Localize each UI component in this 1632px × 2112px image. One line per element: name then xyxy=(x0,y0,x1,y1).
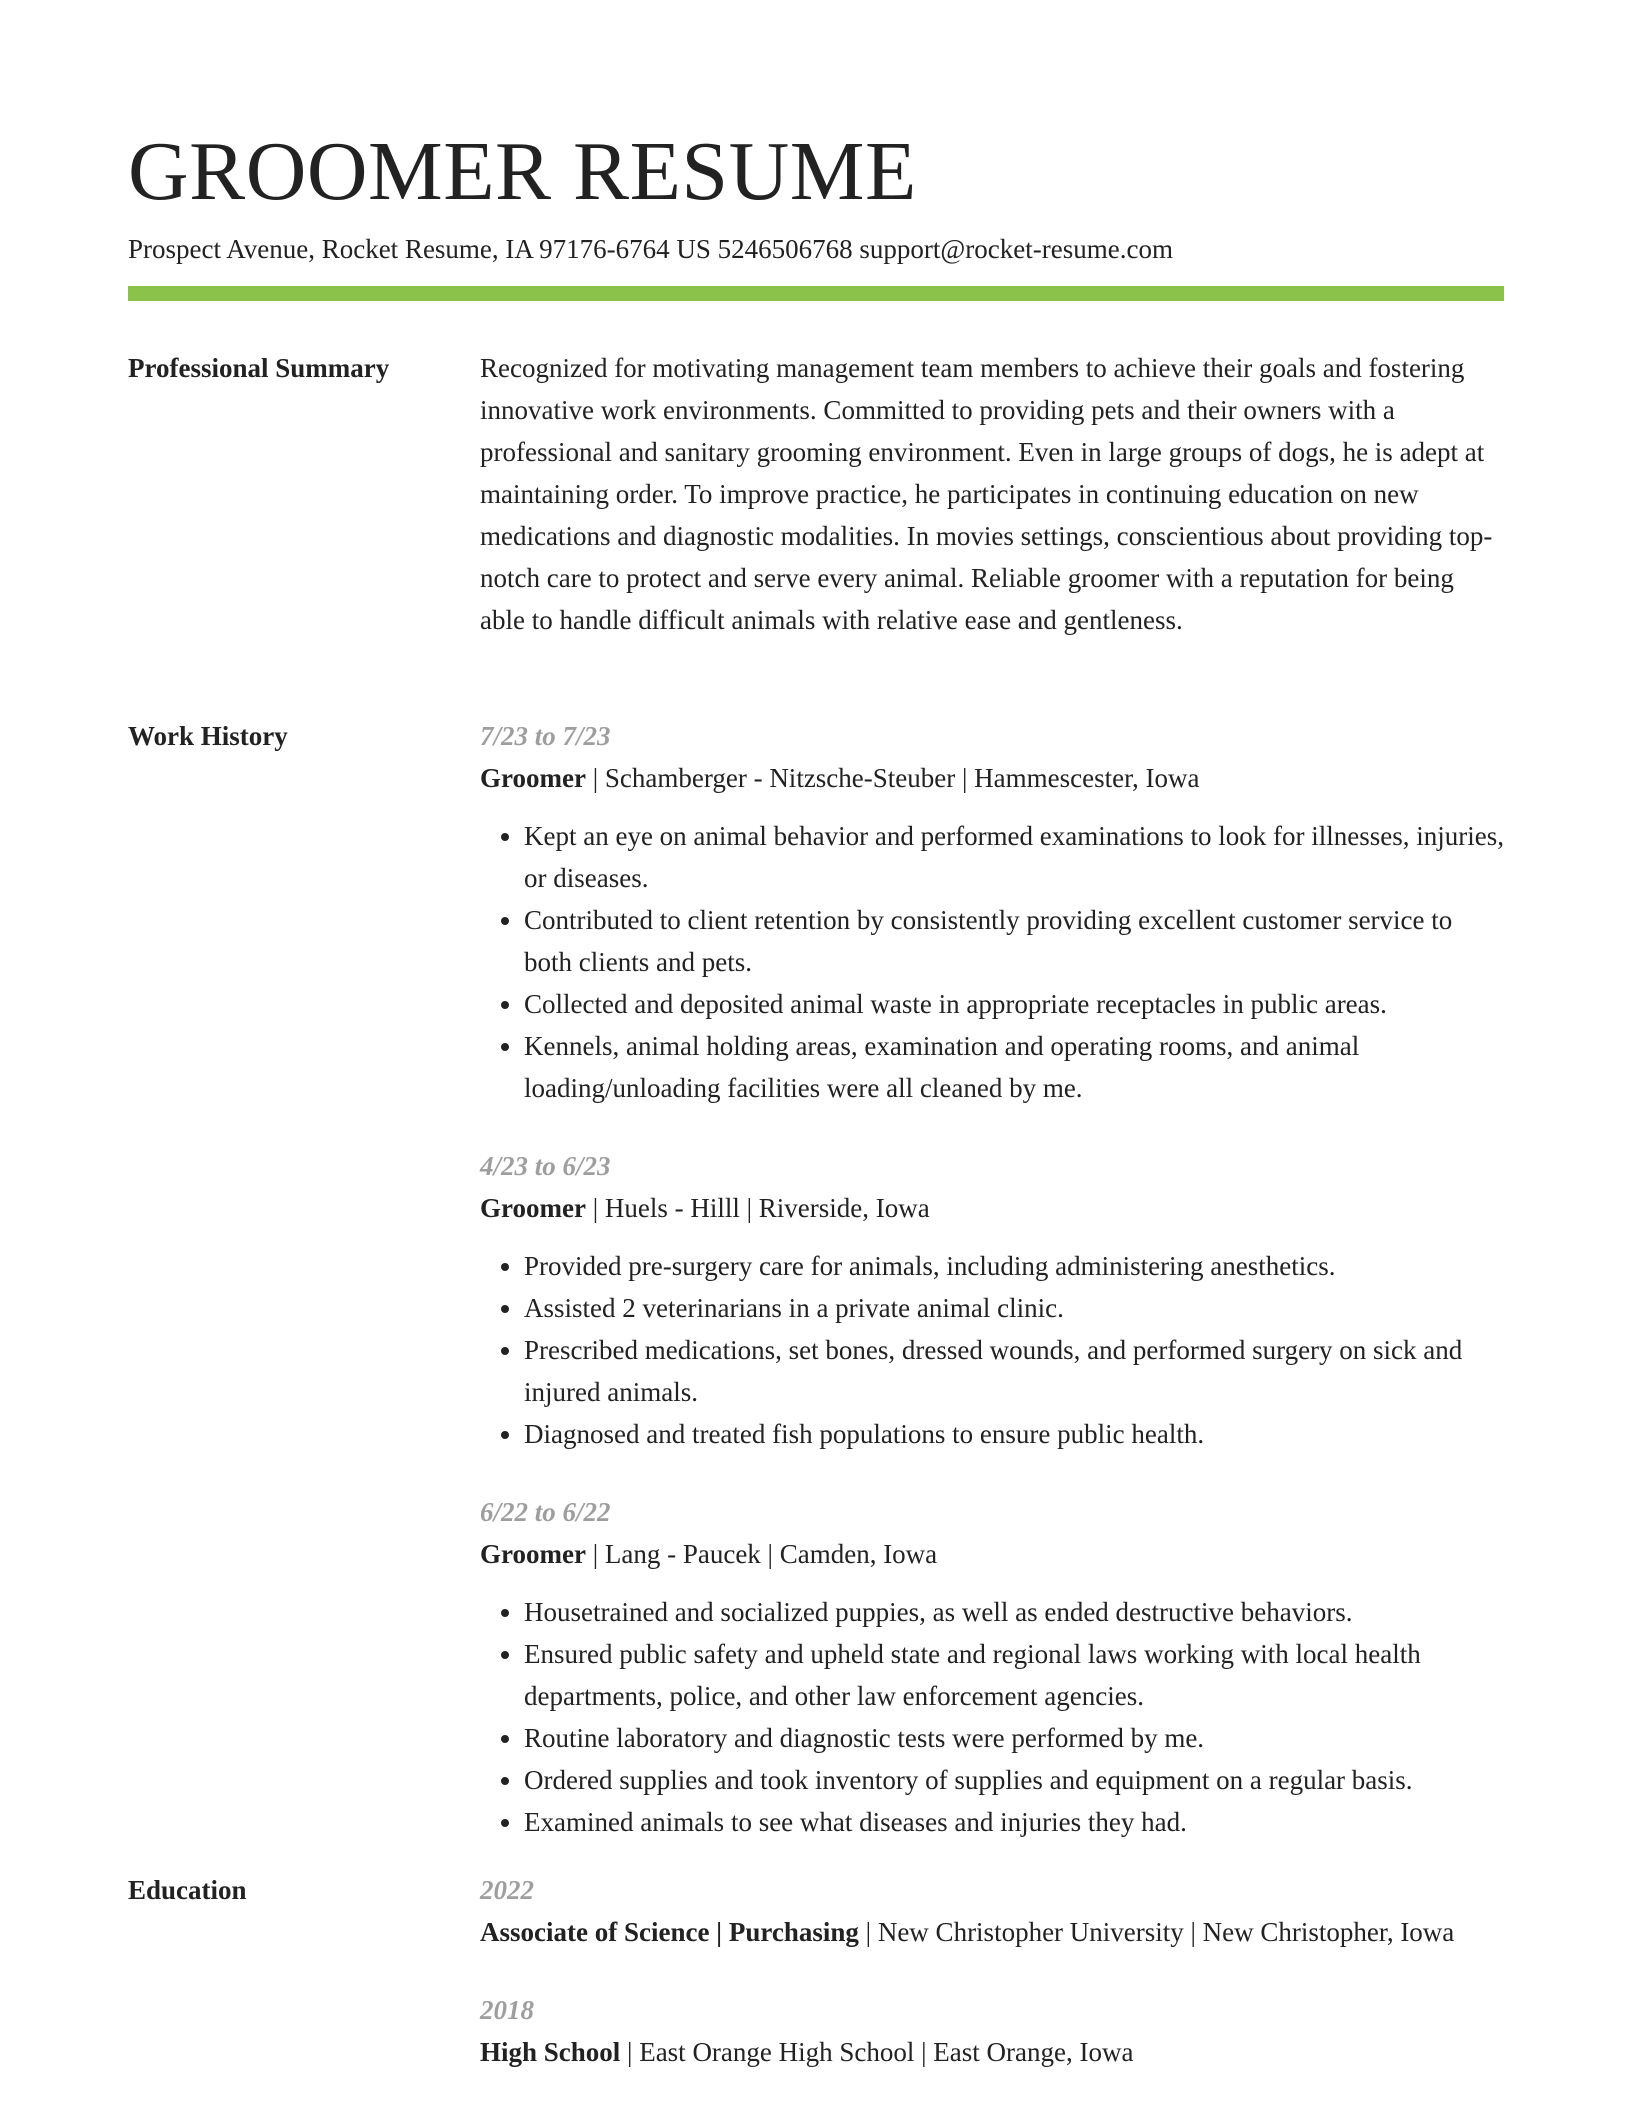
resume-title: GROOMER RESUME xyxy=(128,125,917,218)
education-body xyxy=(480,1869,1504,2073)
education-details: | East Orange High School | East Orange, Iowa xyxy=(620,2037,1134,2067)
job-dates: 6/22 to 6/22 xyxy=(480,1497,611,1527)
education-entry xyxy=(480,1869,1504,1953)
job-bullet: • Collected and deposited animal waste in appropriate receptacles in public areas. xyxy=(524,983,1504,1025)
job-bullet: • Assisted 2 veterinarians in a private animal clinic. xyxy=(524,1287,1504,1329)
education-heading: Education xyxy=(128,1875,247,1905)
summary-heading: Professional Summary xyxy=(128,353,390,383)
education-degree: High School xyxy=(480,2037,621,2067)
job-details: | Lang - Paucek | Camden, Iowa xyxy=(585,1539,938,1569)
job-bullets xyxy=(480,1245,1504,1455)
job-entry xyxy=(480,1491,1504,1843)
job-role: Groomer xyxy=(480,1193,586,1223)
job-bullets xyxy=(480,1591,1504,1843)
job-bullet: • Diagnosed and treated fish populations to ensure public health. xyxy=(524,1413,1504,1455)
job-bullet: • Housetrained and socialized puppies, as well as ended destructive behaviors. xyxy=(524,1591,1504,1633)
job-role: Groomer xyxy=(480,1539,586,1569)
job-bullet: • Contributed to client retention by consistently providing excellent customer service to both clients and pets. xyxy=(524,899,1504,983)
job-dates: 4/23 to 6/23 xyxy=(480,1151,611,1181)
education-details: | New Christopher University | New Christopher, Iowa xyxy=(858,1917,1455,1947)
job-bullet: • Ordered supplies and took inventory of supplies and equipment on a regular basis. xyxy=(524,1759,1504,1801)
job-entry xyxy=(480,1145,1504,1455)
job-bullet: • Ensured public safety and upheld state and regional laws working with local health departments, police, and other law enforcement agencies. xyxy=(524,1633,1504,1717)
education-line xyxy=(480,2031,1504,2073)
work-history-body xyxy=(480,715,1504,1843)
education-entry xyxy=(480,1989,1504,2073)
job-role: Groomer xyxy=(480,763,586,793)
education-year: 2022 xyxy=(480,1875,534,1905)
job-bullet: • Kennels, animal holding areas, examination and operating rooms, and animal loading/unloading facilities were all cleaned by me. xyxy=(524,1025,1504,1109)
work-history-heading: Work History xyxy=(128,721,288,751)
job-bullet: • Routine laboratory and diagnostic tests were performed by me. xyxy=(524,1717,1504,1759)
summary-body xyxy=(480,347,1504,641)
job-title-line xyxy=(480,757,1504,799)
header-divider xyxy=(128,286,1504,301)
education-line xyxy=(480,1911,1504,1953)
job-title-line xyxy=(480,1533,1504,1575)
summary-text: Recognized for motivating management team members to achieve their goals and fostering innovative work environments. Committed to providing pets and their owners with a professional and sanitary grooming environment. Even in large groups of dogs, he is adept at maintaining order. To improve practice, he participates in continuing education on new medications and diagnostic modalities. In movies settings, conscientious about providing top-notch care to protect and serve every animal. Reliable groomer with a reputation for being able to handle difficult animals with relative ease and gentleness. xyxy=(480,353,1493,635)
job-bullet: • Examined animals to see what diseases and injuries they had. xyxy=(524,1801,1504,1843)
education-degree: Associate of Science | Purchasing xyxy=(480,1917,859,1947)
job-bullets xyxy=(480,815,1504,1109)
job-details: | Schamberger - Nitzsche-Steuber | Hammescester, Iowa xyxy=(585,763,1200,793)
job-bullet: • Prescribed medications, set bones, dressed wounds, and performed surgery on sick and injured animals. xyxy=(524,1329,1504,1413)
job-title-line xyxy=(480,1187,1504,1229)
education-year: 2018 xyxy=(480,1995,534,2025)
contact-line: Prospect Avenue, Rocket Resume, IA 97176-6764 US 5246506768 support@rocket-resume.com xyxy=(128,234,1173,264)
job-bullet: • Provided pre-surgery care for animals, including administering anesthetics. xyxy=(524,1245,1504,1287)
job-dates: 7/23 to 7/23 xyxy=(480,721,611,751)
job-entry xyxy=(480,715,1504,1109)
job-details: | Huels - Hilll | Riverside, Iowa xyxy=(585,1193,930,1223)
job-bullet: • Kept an eye on animal behavior and performed examinations to look for illnesses, injuries, or diseases. xyxy=(524,815,1504,899)
